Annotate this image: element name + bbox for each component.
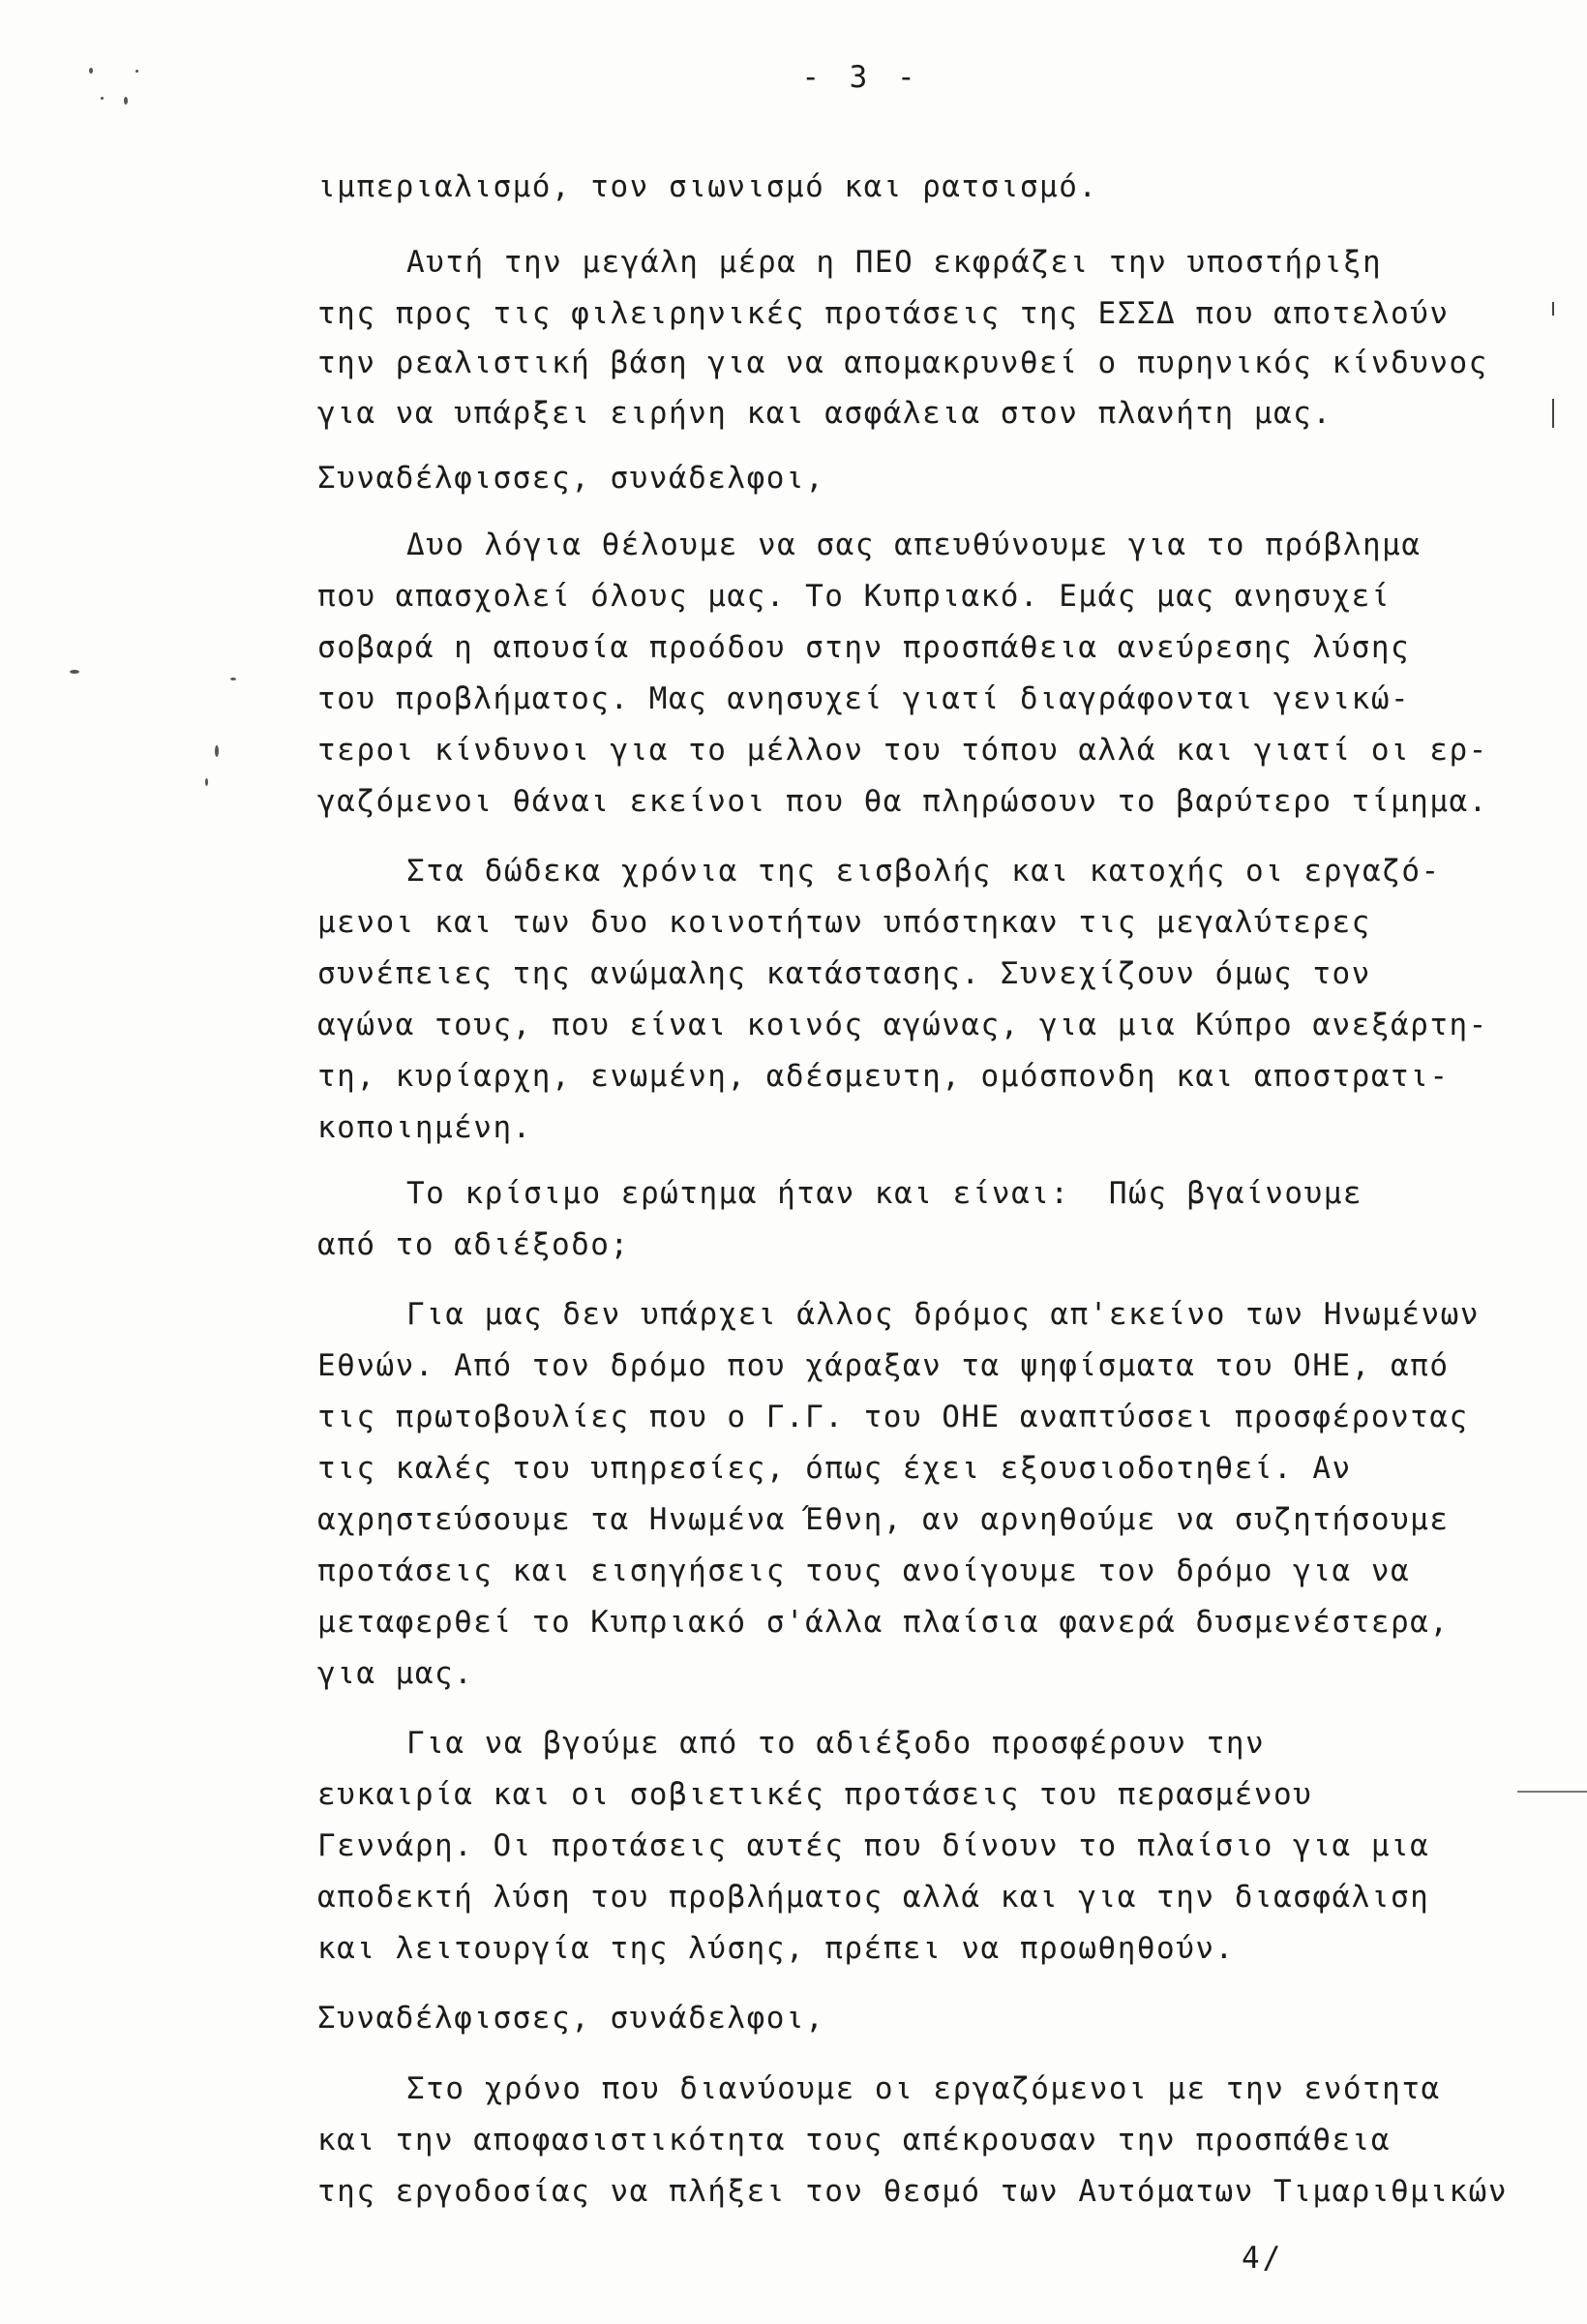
- text-line: Συναδέλφισσες, συνάδελφοι,: [317, 2001, 825, 2036]
- scan-speck: [124, 97, 128, 105]
- text-line: τις πρωτοβουλίες που ο Γ.Γ. του ΟΗΕ αναπτύσσει προσφέροντας: [317, 1400, 1469, 1434]
- text-line: για να υπάρξει ειρήνη και ασφάλεια στον πλανήτη μας.: [317, 396, 1332, 431]
- text-line: Δυο λόγια θέλουμε να σας απευθύνουμε για το πρόβλημα: [406, 528, 1422, 562]
- text-line: Συναδέλφισσες, συνάδελφοι,: [317, 461, 825, 496]
- continuation-marker: 4/: [1242, 2241, 1284, 2276]
- text-line: Στο χρόνο που διανύουμε οι εργαζόμενοι με την ενότητα: [406, 2071, 1441, 2106]
- scan-speck: [70, 670, 79, 674]
- text-line: τη, κυρίαρχη, ενωμένη, αδέσμευτη, ομόσπονδη και αποστρατι-: [317, 1059, 1450, 1094]
- text-line: τεροι κίνδυνοι για το μέλλον του τόπου αλλά και γιατί οι ερ-: [317, 733, 1488, 768]
- edge-mark: [1552, 399, 1554, 428]
- scan-speck: [215, 745, 219, 757]
- text-line: μεταφερθεί το Κυπριακό σ'άλλα πλαίσια φανερά δυσμενέστερα,: [317, 1605, 1450, 1640]
- text-line: σοβαρά η απουσία προόδου στην προσπάθεια ανεύρεσης λύσης: [317, 630, 1411, 665]
- scan-speck: [230, 678, 236, 680]
- text-line: ευκαιρία και οι σοβιετικές προτάσεις του περασμένου: [317, 1777, 1313, 1812]
- text-line: αποδεκτή λύση του προβλήματος αλλά και για την διασφάλιση: [317, 1880, 1430, 1915]
- text-line: ιμπεριαλισμό, τον σιωνισμό και ρατσισμό.: [317, 169, 1098, 204]
- text-line: την ρεαλιστική βάση για να απομακρυνθεί ο πυρηνικός κίνδυνος: [317, 346, 1488, 380]
- text-line: της εργοδοσίας να πλήξει τον θεσμό των Αυτόματων Τιμαριθμικών: [317, 2174, 1508, 2209]
- edge-mark: [1517, 1791, 1587, 1793]
- text-line: τις καλές του υπηρεσίες, όπως έχει εξουσιοδοτηθεί. Αν: [317, 1451, 1352, 1486]
- scan-speck: [89, 68, 93, 74]
- text-line: Γεννάρη. Οι προτάσεις αυτές που δίνουν το πλαίσιο για μια: [317, 1828, 1430, 1863]
- text-line: Εθνών. Από τον δρόμο που χάραξαν τα ψηφίσματα του ΟΗΕ, από: [317, 1348, 1450, 1383]
- text-line: αχρηστεύσουμε τα Ηνωμένα Έθνη, αν αρνηθούμε να συζητήσουμε: [317, 1502, 1450, 1537]
- text-line: της προς τις φιλειρηνικές προτάσεις της ΕΣΣΔ που αποτελούν: [317, 296, 1450, 331]
- scan-speck: [135, 70, 138, 73]
- text-line: Το κρίσιμο ερώτημα ήταν και είναι: Πώς βγαίνουμε: [406, 1176, 1363, 1211]
- scan-speck: [101, 97, 104, 100]
- text-line: κοποιημένη.: [317, 1110, 532, 1145]
- text-line: και την αποφασιστικότητα τους απέκρουσαν την προσπάθεια: [317, 2123, 1391, 2158]
- text-line: αγώνα τους, που είναι κοινός αγώνας, για μια Κύπρο ανεξάρτη-: [317, 1008, 1488, 1042]
- edge-mark: [1552, 302, 1554, 316]
- text-line: για μας.: [317, 1656, 474, 1691]
- text-line: Στα δώδεκα χρόνια της εισβολής και κατοχής οι εργαζό-: [406, 854, 1441, 889]
- text-line: και λειτουργία της λύσης, πρέπει να προωθηθούν.: [317, 1931, 1235, 1966]
- scan-speck: [205, 778, 208, 786]
- page-number: - 3 -: [801, 60, 921, 95]
- text-line: Για να βγούμε από το αδιέξοδο προσφέρουν την: [406, 1726, 1266, 1761]
- text-line: του προβλήματος. Μας ανησυχεί γιατί διαγράφονται γενικώ-: [317, 681, 1411, 716]
- text-line: προτάσεις και εισηγήσεις τους ανοίγουμε τον δρόμο για να: [317, 1554, 1411, 1588]
- text-line: από το αδιέξοδο;: [317, 1227, 630, 1262]
- text-line: γαζόμενοι θάναι εκείνοι που θα πληρώσουν το βαρύτερο τίμημα.: [317, 784, 1488, 819]
- text-line: μενοι και των δυο κοινοτήτων υπόστηκαν τις μεγαλύτερες: [317, 905, 1371, 940]
- text-line: συνέπειες της ανώμαλης κατάστασης. Συνεχίζουν όμως τον: [317, 956, 1371, 991]
- text-line: που απασχολεί όλους μας. Το Κυπριακό. Εμάς μας ανησυχεί: [317, 579, 1391, 614]
- text-line: Για μας δεν υπάρχει άλλος δρόμος απ'εκείνο των Ηνωμένων: [406, 1297, 1480, 1332]
- text-line: Αυτή την μεγάλη μέρα η ΠΕΟ εκφράζει την υποστήριξη: [406, 245, 1383, 280]
